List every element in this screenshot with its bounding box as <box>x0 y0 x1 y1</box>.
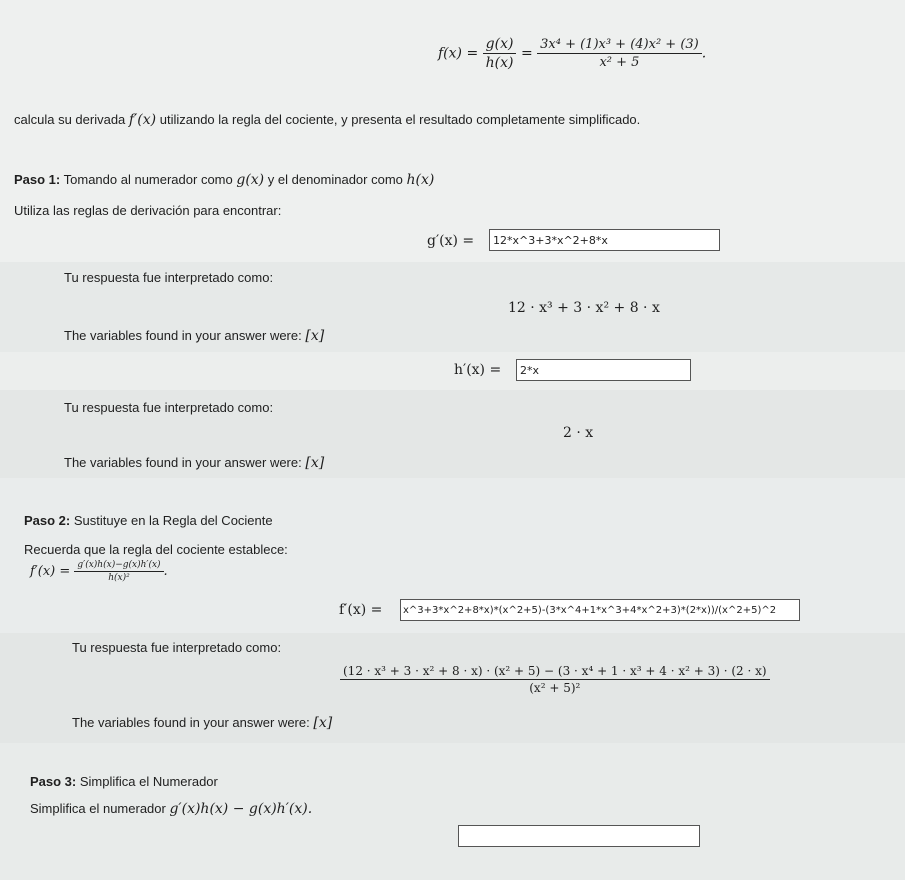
gprime-answer-input[interactable]: 12*x^3+3*x^2+8*x <box>489 229 720 251</box>
variables-value: [x] <box>305 328 325 344</box>
quotient-rule <box>30 560 168 583</box>
fraction-numerator: (12 · x³ + 3 · x² + 8 · x) · (x² + 5) − (3 · x⁴ + 1 · x³ + 4 · x² + 3) · (2 · x) <box>340 664 770 680</box>
interpreted-label: Tu respuesta fue interpretado como: <box>64 400 274 415</box>
equals-sign: = <box>520 45 533 62</box>
step-text: Tomando al numerador como <box>63 172 233 187</box>
variables-label: The variables found in your answer were: <box>64 455 302 470</box>
period: . <box>701 45 707 62</box>
gprime-interpreted: 12 · x³ + 3 · x² + 8 · x <box>508 300 660 316</box>
g-symbol: g(x) <box>236 172 265 188</box>
fraction-numerator: g(x) <box>483 36 517 54</box>
step1-instruction: Utiliza las reglas de derivación para encontrar: <box>14 203 282 218</box>
fprime-label: f′(x) = <box>339 602 383 618</box>
instruction-text: Simplifica el numerador <box>30 801 166 816</box>
fraction-denominator: (x² + 5)² <box>529 681 581 695</box>
step-label: Paso 1: <box>14 172 61 187</box>
step-text: y el denominador como <box>267 172 403 187</box>
fraction-numerator: g′(x)h(x)−g(x)h′(x) <box>74 560 163 572</box>
variables-value: [x] <box>313 715 333 731</box>
rule-lhs: f′(x) = <box>30 564 71 579</box>
function-definition <box>438 36 706 71</box>
simplified-numerator-input[interactable] <box>458 825 700 847</box>
numerator-expression: g′(x)h(x) − g(x)h′(x). <box>169 801 313 817</box>
step3-instruction <box>30 801 312 817</box>
interpreted-fraction <box>340 664 770 695</box>
g-over-h-fraction <box>483 36 517 71</box>
f-label: f(x) = <box>438 45 479 62</box>
fraction-denominator: x² + 5 <box>599 55 640 70</box>
fraction-denominator: h(x) <box>485 55 514 71</box>
period: . <box>163 564 168 579</box>
interpreted-label: Tu respuesta fue interpretado como: <box>64 270 274 285</box>
background-band <box>0 352 905 390</box>
step2-recall: Recuerda que la regla del cociente establece: <box>24 542 288 557</box>
fprime-symbol: f′(x) <box>128 112 157 128</box>
rule-fraction <box>74 560 163 583</box>
step-text: Sustituye en la Regla del Cociente <box>73 513 273 528</box>
instruction-text: utilizando la regla del cociente, y presenta el resultado completamente simplificado. <box>159 112 641 127</box>
variables-found <box>64 328 324 344</box>
step-label: Paso 3: <box>30 774 77 789</box>
variables-label: The variables found in your answer were: <box>72 715 310 730</box>
variables-found <box>64 455 324 471</box>
interpreted-label: Tu respuesta fue interpretado como: <box>72 640 282 655</box>
variables-found <box>72 715 332 731</box>
variables-label: The variables found in your answer were: <box>64 328 302 343</box>
problem-instruction <box>14 112 640 128</box>
h-symbol: h(x) <box>406 172 435 188</box>
step-label: Paso 2: <box>24 513 71 528</box>
fraction-denominator: h(x)² <box>108 573 130 583</box>
hprime-interpreted: 2 · x <box>563 425 594 441</box>
fprime-interpreted <box>340 664 770 695</box>
fraction-numerator: 3x⁴ + (1)x³ + (4)x² + (3) <box>537 37 702 54</box>
step-text: Simplifica el Numerador <box>79 774 218 789</box>
variables-value: [x] <box>305 455 325 471</box>
rational-fraction <box>537 37 702 70</box>
step2-title <box>24 513 273 528</box>
fprime-answer-input[interactable]: x^3+3*x^2+8*x)*(x^2+5)-(3*x^4+1*x^3+4*x^2+3)*(2*x))/(x^2+5)^2 <box>400 599 800 621</box>
step3-title <box>30 774 218 789</box>
hprime-answer-input[interactable]: 2*x <box>516 359 691 381</box>
hprime-label: h′(x) = <box>454 362 502 378</box>
instruction-text: calcula su derivada <box>14 112 126 127</box>
gprime-label: g′(x) = <box>427 233 475 249</box>
step1-title <box>14 172 434 188</box>
